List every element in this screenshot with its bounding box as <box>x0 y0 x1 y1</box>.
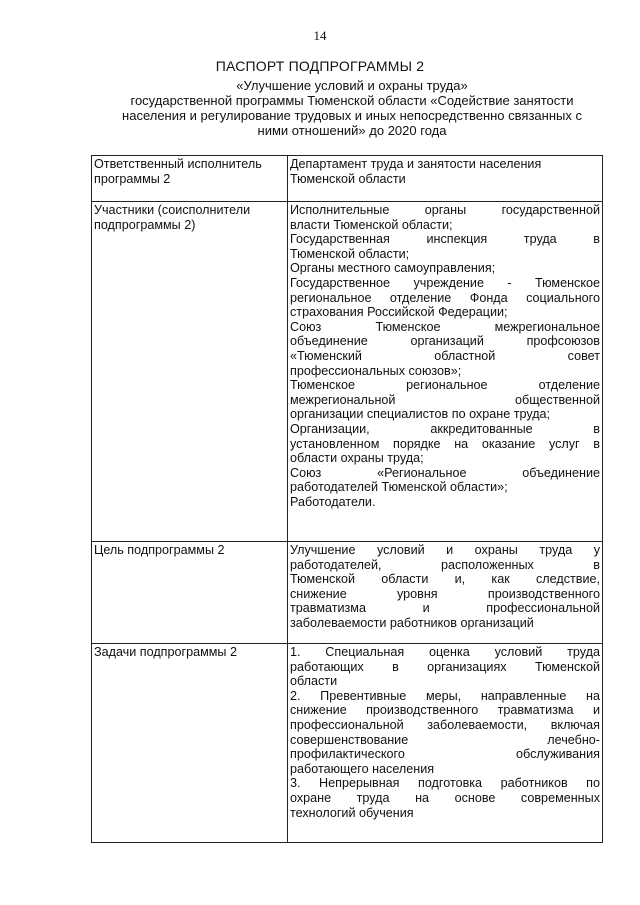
subtitle-line: населения и регулирование трудовых и иных непосредственно связанных с <box>122 108 582 123</box>
label-line: Участники (соисполнители <box>94 203 251 217</box>
value-line: Улучшение условий и охраны труда у <box>290 543 600 557</box>
value-line: снижение уровня производственного <box>290 586 600 601</box>
value-line: профилактического обслуживания <box>290 747 600 762</box>
value-line: Союз «Региональное объединение <box>290 465 600 480</box>
value-line: работающего населения <box>290 761 435 776</box>
value-line: Государственное учреждение - Тюменское <box>290 275 600 290</box>
row-value-responsible <box>288 156 603 202</box>
subtitle-line: государственной программы Тюменской области «Содействие занятости <box>130 93 574 108</box>
label-line: Цель подпрограммы 2 <box>94 543 225 557</box>
label-line: программы 2 <box>94 171 171 186</box>
row-value-goal <box>288 542 603 644</box>
table-row-goal <box>92 542 603 644</box>
value-line: Органы местного самоуправления; <box>290 261 496 276</box>
value-line: Союз Тюменское межрегиональное <box>290 319 600 334</box>
value-line: области охраны труда; <box>290 451 424 466</box>
value-line: власти Тюменской области; <box>290 217 453 232</box>
value-line: Департамент труда и занятости населения <box>290 157 542 171</box>
value-line: установленном порядке на оказание услуг в <box>290 436 600 451</box>
value-line: «Тюменский областной совет <box>290 348 600 363</box>
label-line: Задачи подпрограммы 2 <box>94 645 237 659</box>
page-number: 14 <box>313 28 327 43</box>
value-line: Исполнительные органы государственной <box>290 203 600 217</box>
row-label-participants <box>92 202 288 542</box>
value-line: Государственная инспекция труда в <box>290 232 600 247</box>
value-line: страхования Российской Федерации; <box>290 305 508 320</box>
value-line: Тюменской области <box>290 171 406 186</box>
row-label-responsible <box>92 156 288 202</box>
value-line: работающих в организациях Тюменской <box>290 659 600 674</box>
row-value-participants <box>288 202 603 542</box>
document-title: ПАСПОРТ ПОДПРОГРАММЫ 2 <box>215 58 425 74</box>
value-line: совершенствование лечебно- <box>290 732 600 747</box>
value-line: травматизма и профессиональной <box>290 601 600 616</box>
value-line: Работодатели. <box>290 494 376 509</box>
passport-table <box>91 155 603 843</box>
value-line: профессиональных союзов»; <box>290 363 462 378</box>
subtitle-line: «Улучшение условий и охраны труда» <box>236 78 468 93</box>
value-line: снижение производственного травматизма и <box>290 703 600 718</box>
value-line: заболеваемости работников организаций <box>290 615 534 630</box>
value-line: охране труда на основе современных <box>290 790 600 805</box>
value-line: региональное отделение Фонда социального <box>290 290 600 305</box>
row-value-tasks <box>288 644 603 843</box>
value-line: 2. Превентивные меры, направленные на <box>290 688 600 703</box>
table-row-tasks <box>92 644 603 843</box>
value-line: Организации, аккредитованные в <box>290 421 600 436</box>
value-line: 1. Специальная оценка условий труда <box>290 645 600 659</box>
value-line: объединение организаций профсоюзов <box>290 334 600 349</box>
value-line: области <box>290 674 338 689</box>
value-line: Тюменской области; <box>290 246 410 261</box>
value-line: межрегиональной общественной <box>290 392 600 407</box>
table-row-responsible <box>92 156 603 202</box>
value-line: 3. Непрерывная подготовка работников по <box>290 776 600 791</box>
document-subtitle <box>92 78 612 138</box>
row-label-goal <box>92 542 288 644</box>
value-line: организации специалистов по охране труда; <box>290 407 551 422</box>
value-line: работодателей, расположенных в <box>290 557 600 572</box>
label-line: Ответственный исполнитель <box>94 157 262 171</box>
value-line: Тюменское региональное отделение <box>290 378 600 393</box>
value-line: технологий обучения <box>290 805 414 820</box>
value-line: работодателей Тюменской области»; <box>290 480 508 495</box>
label-line: подпрограммы 2) <box>94 217 196 232</box>
value-line: Тюменской области и, как следствие, <box>290 572 600 587</box>
table-row-participants <box>92 202 603 542</box>
value-line: профессиональной заболеваемости, включая <box>290 717 600 732</box>
row-label-tasks <box>92 644 288 843</box>
subtitle-line: ними отношений» до 2020 года <box>257 123 447 138</box>
